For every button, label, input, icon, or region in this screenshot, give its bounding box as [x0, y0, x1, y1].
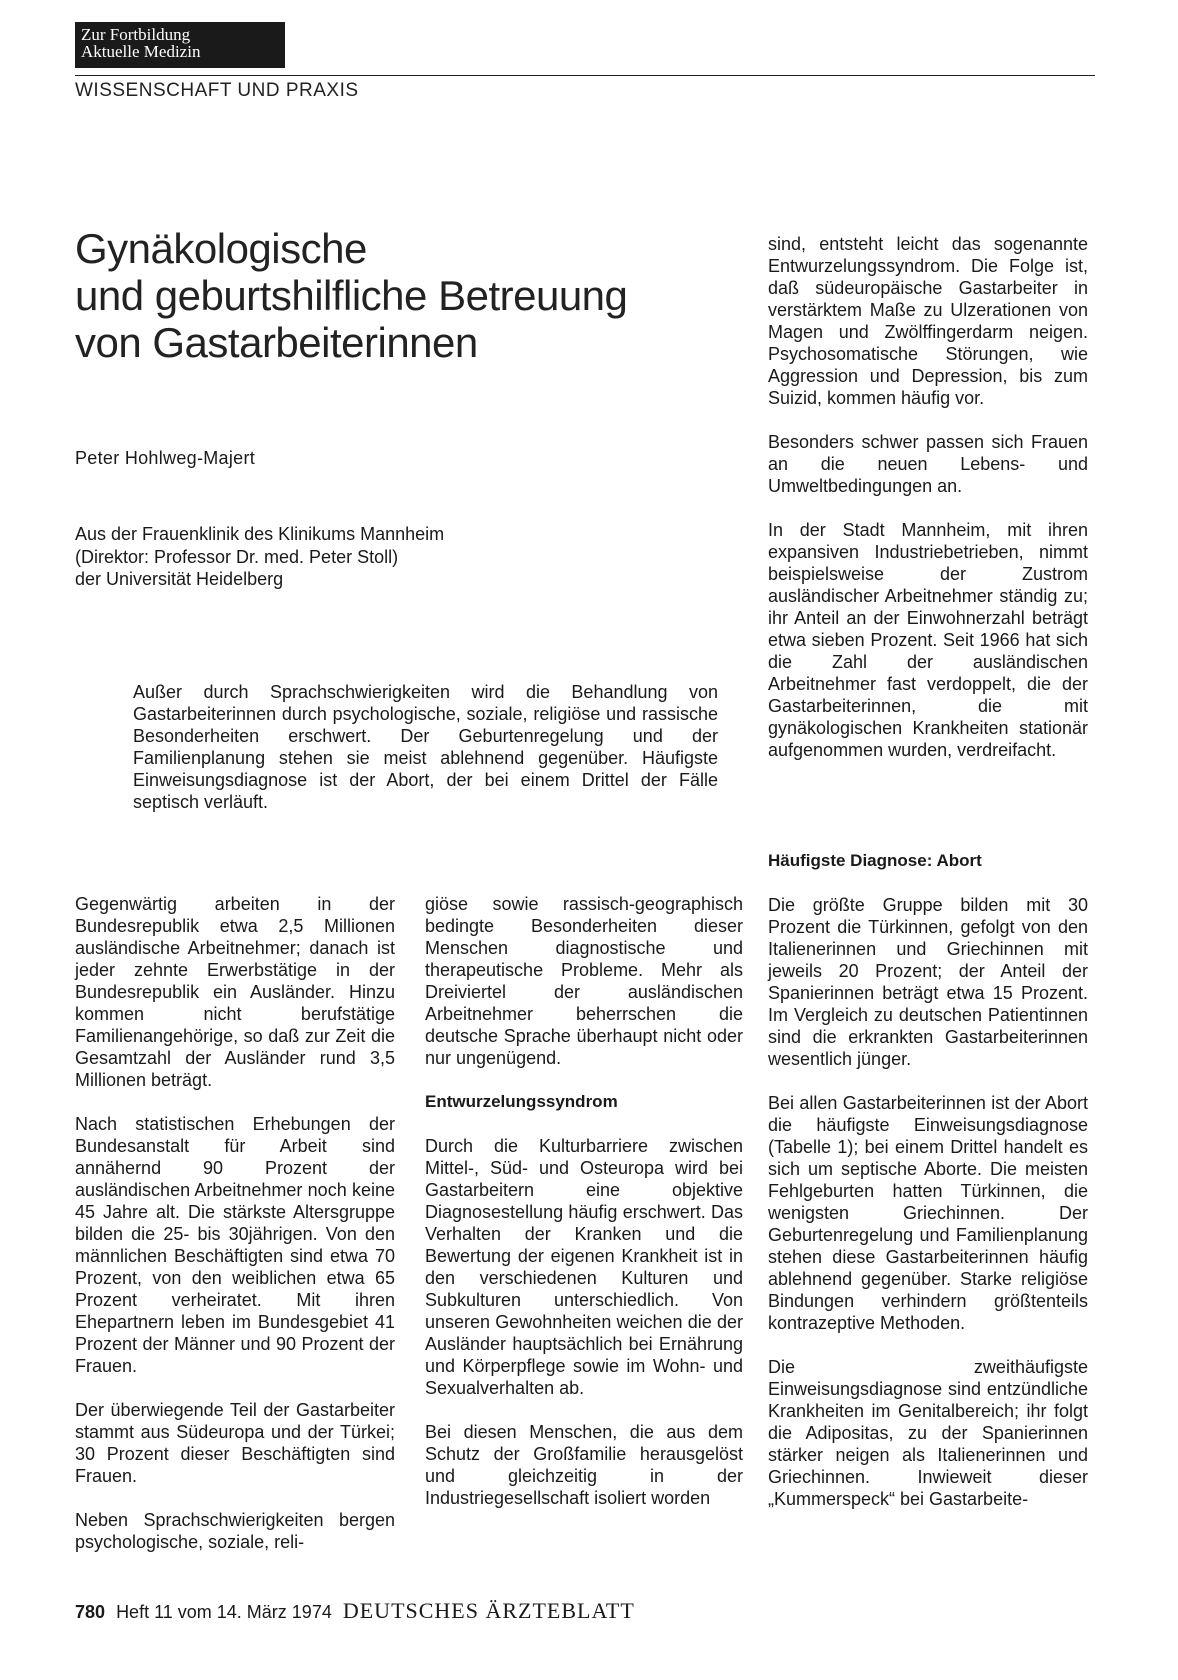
paragraph: giöse sowie rassisch-geographisch bedingte Besonderheiten dieser Menschen diagnostische und therapeutische Probleme. Mehr als Dreiviertel der ausländischen Arbeitnehmer beherrschen die deutsche Sprache überhaupt nicht oder nur ungenügend.: [425, 894, 743, 1068]
page-number: 780: [75, 1602, 106, 1622]
section-label: WISSENSCHAFT UND PRAXIS: [75, 80, 359, 101]
subheading-entwurzelungssyndrom: Entwurzelungssyndrom: [425, 1092, 618, 1111]
paragraph: Nach statistischen Erhebungen der Bundesanstalt für Arbeit sind annähernd 90 Prozent der ausländischen Arbeitnehmer noch keine 45 Jahre alt. Die stärkste Altersgruppe bilden die 25- bis 30jährigen. Von den männlichen Beschäftigten sind etwa 70 Prozent, von den weiblichen etwa 65 Prozent verheiratet. Mit ihren Ehepartnern leben im Bundesgebiet 41 Prozent der Männer und 90 Prozent der Frauen.: [75, 1114, 395, 1376]
body-column-2: [425, 893, 743, 1531]
article-title: [75, 225, 715, 366]
affiliation-line: Aus der Frauenklinik des Klinikums Mannheim: [75, 524, 445, 544]
page-footer: [75, 1598, 635, 1624]
subheading-haeufigste-diagnose: Häufigste Diagnose: Abort: [768, 851, 982, 870]
affiliation: [75, 523, 444, 591]
affiliation-line: (Direktor: Professor Dr. med. Peter Stoll): [75, 546, 399, 567]
series-badge: [75, 22, 285, 68]
body-column-3-top: [768, 233, 1088, 783]
abstract: Außer durch Sprachschwierigkeiten wird die Behandlung von Gastarbeiterinnen durch psychologische, soziale, religiöse und rassische Besonderheiten erschwert. Der Geburtenregelung und der Familienplanung stehen sie meist ablehnend gegenüber. Häufigste Einweisungsdiagnose ist der Abort, der bei einem Drittel der Fälle septisch verläuft.: [133, 682, 718, 812]
paragraph: Durch die Kulturbarriere zwischen Mittel-, Süd- und Osteuropa wird bei Gastarbeitern eine objektive Diagnosestellung häufig erschwert. Das Verhalten der Kranken und die Bewertung der eigenen Krankheit ist in den verschiedenen Kulturen und Subkulturen unterschiedlich. Von unseren Gewohnheiten weichen die der Ausländer hauptsächlich bei Ernährung und Körperpflege sowie im Wohn- und Sexualverhalten ab.: [425, 1136, 743, 1398]
issue-info: Heft 11 vom 14. März 1974: [116, 1602, 332, 1622]
title-line: und geburtshilfliche Betreuung: [75, 272, 628, 319]
paragraph: In der Stadt Mannheim, mit ihren expansiven Industriebetrieben, nimmt beispielsweise der Zustrom ausländischer Arbeitnehmer ständig zu; ihr Anteil an der Einwohnerzahl beträgt etwa sieben Prozent. Seit 1966 hat sich die Zahl der ausländischen Arbeitnehmer fast verdoppelt, die der Gastarbeiterinnen, die mit gynäkologischen Krankheiten stationär aufgenommen wurden, verdreifacht.: [768, 520, 1088, 760]
header-rule: [75, 75, 1095, 76]
paragraph: Die größte Gruppe bilden mit 30 Prozent die Türkinnen, gefolgt von den Italienerinnen und Griechinnen mit jeweils 20 Prozent; der Anteil der Spanierinnen beträgt etwa 15 Prozent. Im Vergleich zu deutschen Patientinnen sind die erkrankten Gastarbeiterinnen wesentlich jünger.: [768, 895, 1088, 1069]
badge-line-2: Aktuelle Medizin: [81, 42, 201, 61]
paragraph: Bei allen Gastarbeiterinnen ist der Abort die häufigste Einweisungsdiagnose (Tabelle 1); bei einem Drittel handelt es sich um septische Aborte. Die meisten Fehlgeburten hatten Türkinnen, die wenigsten Griechinnen. Der Geburtenregelung und Familienplanung stehen diese Gastarbeiterinnen häufig ablehnend gegenüber. Starke religiöse Bindungen verhindern größtenteils kontrazeptive Methoden.: [768, 1093, 1088, 1333]
title-line: von Gastarbeiterinnen: [75, 319, 478, 366]
paragraph: Bei diesen Menschen, die aus dem Schutz der Großfamilie herausgelöst und gleichzeitig in der Industriegesellschaft isoliert worden: [425, 1422, 743, 1508]
paragraph: Gegenwärtig arbeiten in der Bundesrepublik etwa 2,5 Millionen ausländische Arbeitnehmer; danach ist jeder zehnte Erwerbstätige in der Bundesrepublik ein Ausländer. Hinzu kommen nicht berufstätige Familienangehörige, so daß zur Zeit die Gesamtzahl der Ausländer rund 3,5 Millionen beträgt.: [75, 894, 395, 1090]
paragraph: sind, entsteht leicht das sogenannte Entwurzelungssyndrom. Die Folge ist, daß südeuropäische Gastarbeiter in verstärktem Maße zu Ulzerationen von Magen und Zwölffingerdarm neigen. Psychosomatische Störungen, wie Aggression und Depression, bis zum Suizid, kommen häufig vor.: [768, 234, 1088, 408]
paragraph: Der überwiegende Teil der Gastarbeiter stammt aus Südeuropa und der Türkei; 30 Prozent dieser Beschäftigten sind Frauen.: [75, 1400, 395, 1486]
badge-line-1: Zur Fortbildung: [81, 25, 191, 44]
affiliation-line: der Universität Heidelberg: [75, 569, 284, 589]
author-name: Peter Hohlweg-Majert: [75, 448, 256, 468]
body-column-1: [75, 893, 395, 1575]
journal-name: DEUTSCHES ÄRZTEBLATT: [342, 1598, 635, 1623]
title-line: Gynäkologische: [75, 225, 367, 272]
paragraph: Besonders schwer passen sich Frauen an die neuen Lebens- und Umweltbedingungen an.: [768, 432, 1088, 496]
paragraph: Neben Sprachschwierigkeiten bergen psychologische, soziale, reli-: [75, 1510, 395, 1552]
paragraph: Die zweithäufigste Einweisungsdiagnose sind entzündliche Krankheiten im Genitalbereich; ihr folgt die Adipositas, zu der Spanierinnen stärker neigen als Italienerinnen und Griechinnen. Inwieweit dieser „Kummerspeck“ bei Gastarbeite-: [768, 1357, 1088, 1509]
body-column-3-bottom: [768, 850, 1088, 1532]
